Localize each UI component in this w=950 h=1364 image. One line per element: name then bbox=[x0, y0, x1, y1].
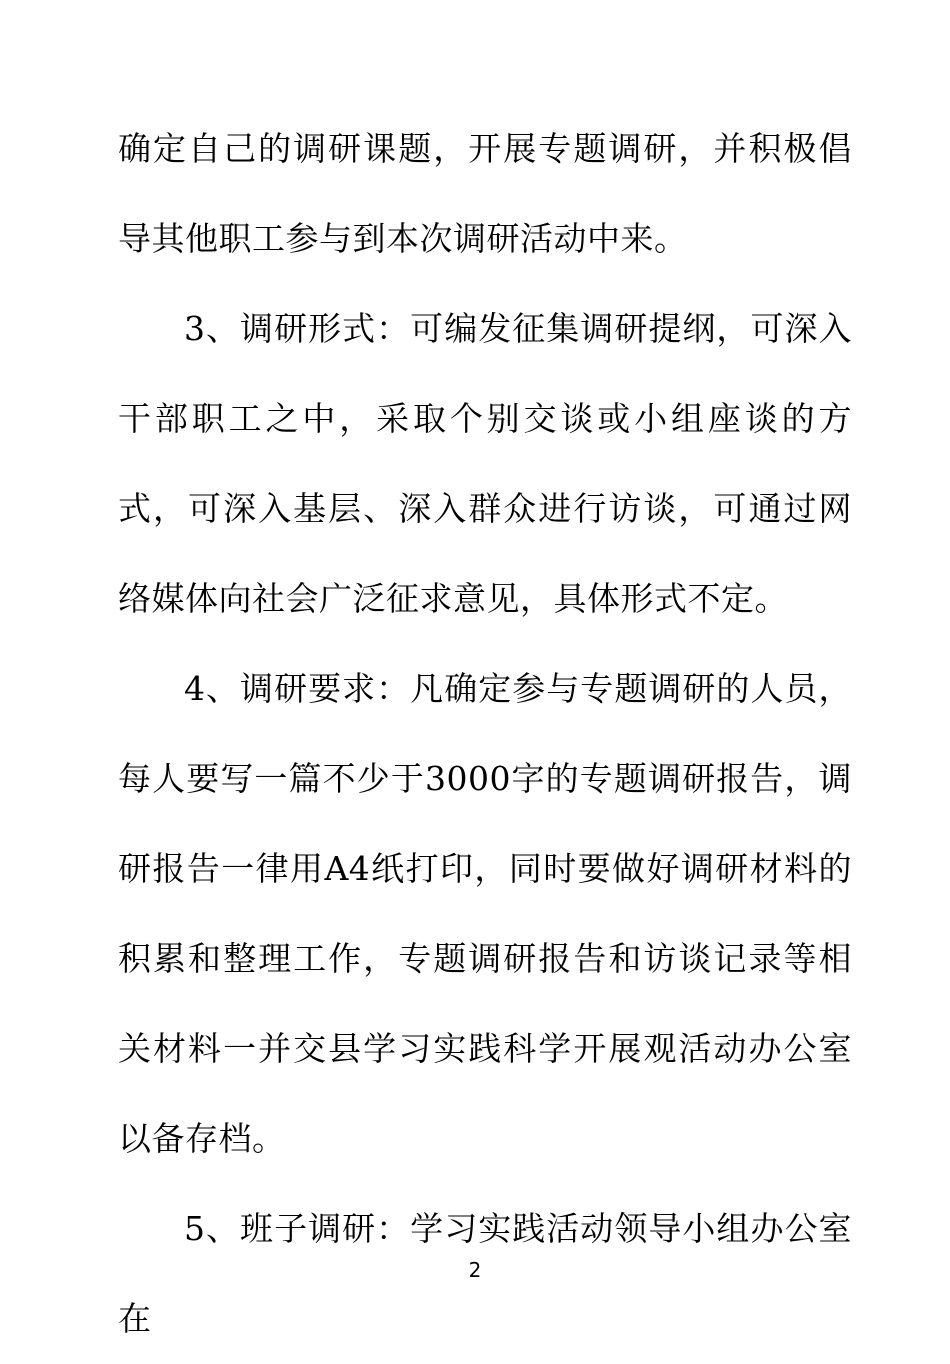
paragraph-continuation: 确定自己的调研课题，开展专题调研，并积极倡导其他职工参与到本次调研活动中来。 bbox=[118, 129, 852, 258]
paragraph-item-3: 3、调研形式：可编发征集调研提纲，可深入干部职工之中，采取个别交谈或小组座谈的方式，可深入基层、深入群众进行访谈，可通过网络媒体向社会广泛征求意见，具体形式不定。 bbox=[118, 309, 852, 618]
page-number: 2 bbox=[468, 1258, 482, 1282]
document-body bbox=[118, 104, 852, 1364]
paragraph-item-5: 5、班子调研：学习实践活动领导小组办公室在 bbox=[118, 1209, 852, 1338]
paragraph-item-4: 4、调研要求：凡确定参与专题调研的人员，每人要写一篇不少于3000字的专题调研报告，调研报告一律用A4纸打印，同时要做好调研材料的积累和整理工作，专题调研报告和访谈记录等相关材料一并交县学习实践科学开展观活动办公室以备存档。 bbox=[118, 669, 852, 1158]
